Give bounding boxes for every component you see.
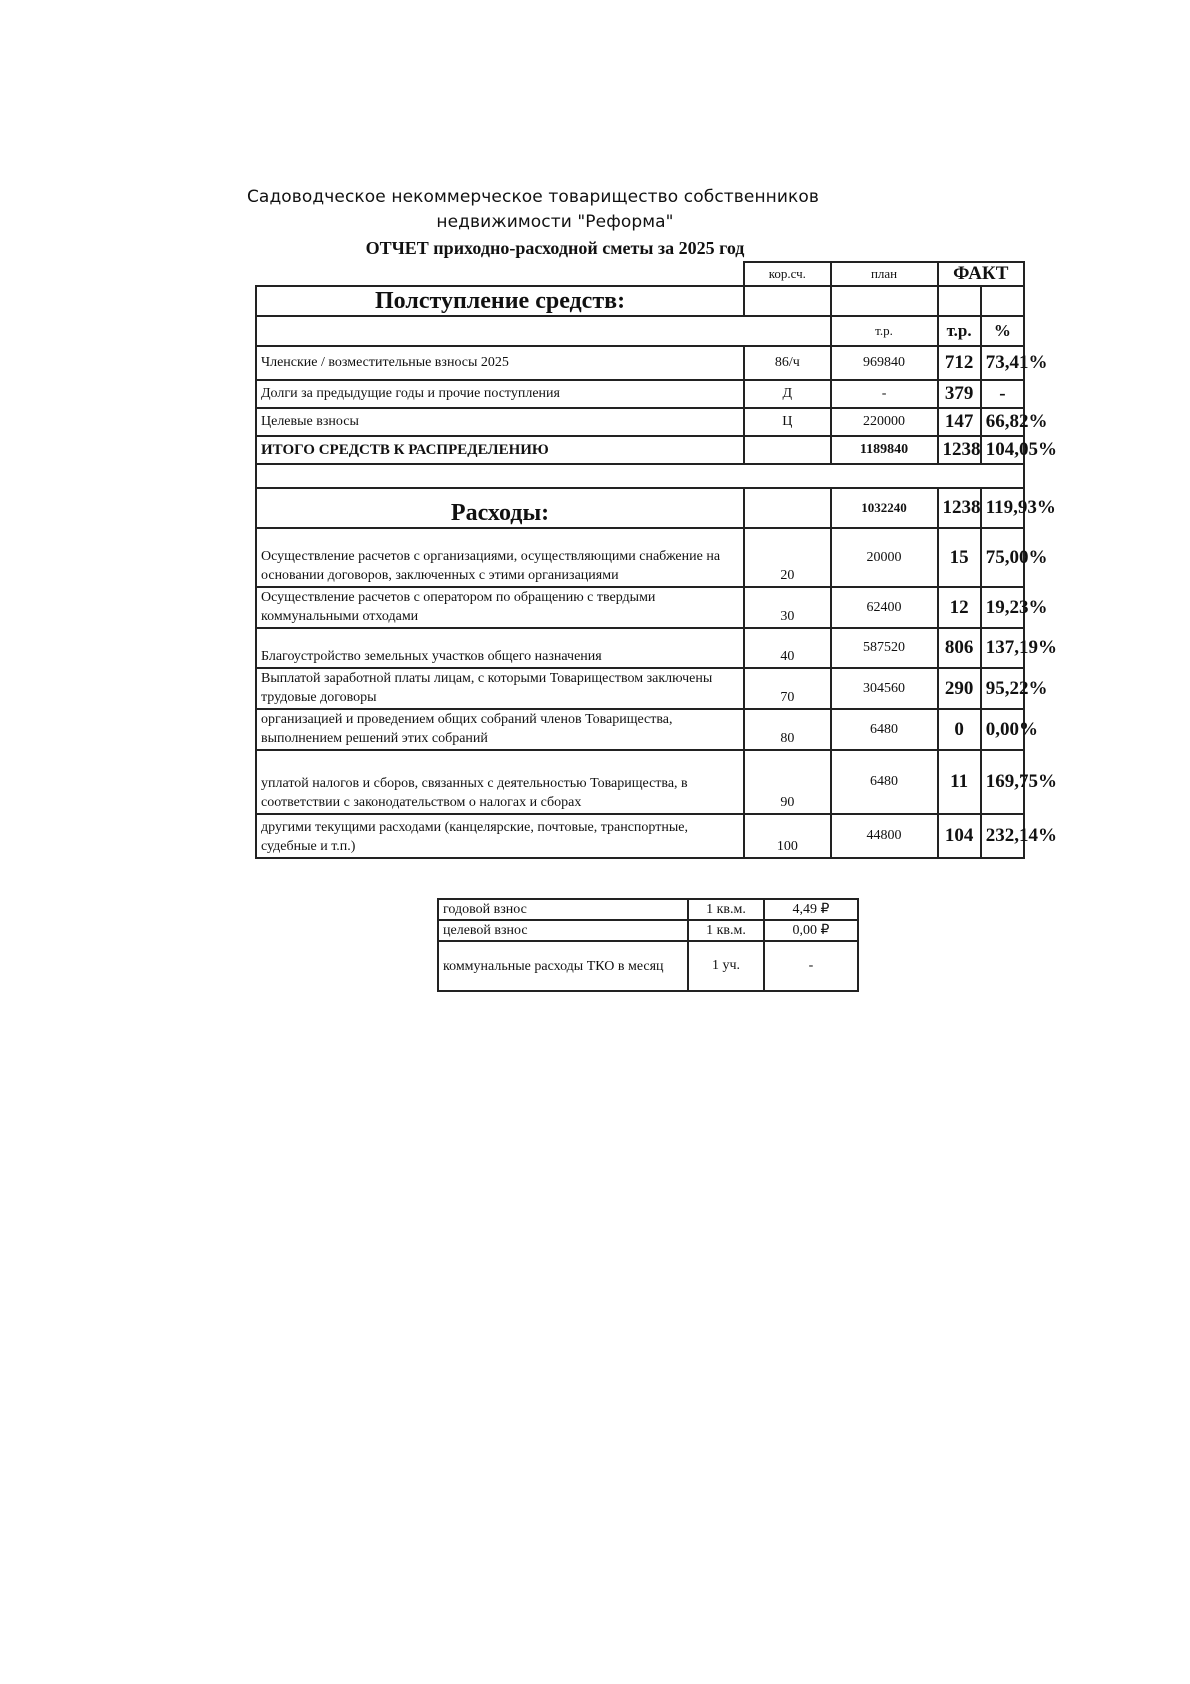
- expense-code: 80: [744, 709, 830, 750]
- expense-percent: 0,00%: [981, 709, 1024, 750]
- blank-cell: [744, 286, 830, 316]
- expense-plan: 62400: [831, 587, 938, 628]
- expense-row: [256, 750, 1024, 814]
- expense-code: 70: [744, 668, 830, 709]
- blank-cell: [981, 286, 1024, 316]
- header-row: [256, 262, 1024, 286]
- rate-value: -: [764, 941, 858, 991]
- expense-row: [256, 528, 1024, 587]
- expense-label: организацией и проведением общих собраний членов Товарищества, выполнением решений этих собраний: [256, 709, 744, 750]
- expense-percent: 95,22%: [981, 668, 1024, 709]
- rate-unit: 1 кв.м.: [688, 899, 764, 920]
- expenses-total-percent: 119,93%: [981, 488, 1024, 528]
- income-row: [256, 346, 1024, 380]
- income-total-fact: 1238: [938, 436, 981, 464]
- blank-cell: [744, 436, 830, 464]
- column-header-fact: ФАКТ: [938, 262, 1025, 286]
- percent-unit: %: [981, 316, 1024, 346]
- income-label: Долги за предыдущие годы и прочие поступления: [256, 380, 744, 408]
- income-total-label: ИТОГО СРЕДСТВ К РАСПРЕДЕЛЕНИЮ: [256, 436, 744, 464]
- blank-cell: [744, 488, 830, 528]
- expense-label: другими текущими расходами (канцелярские, почтовые, транспортные, судебные и т.п.): [256, 814, 744, 858]
- expense-fact: 104: [938, 814, 981, 858]
- blank-cell: [256, 316, 831, 346]
- expenses-total-plan: 1032240: [831, 488, 938, 528]
- expense-plan: 44800: [831, 814, 938, 858]
- blank-cell: [256, 464, 1024, 488]
- expense-row: [256, 814, 1024, 858]
- expense-row: [256, 709, 1024, 750]
- income-percent: -: [981, 380, 1024, 408]
- expense-percent: 137,19%: [981, 628, 1024, 668]
- expense-percent: 169,75%: [981, 750, 1024, 814]
- rate-label: целевой взнос: [438, 920, 688, 941]
- expense-plan: 587520: [831, 628, 938, 668]
- income-code: 86/ч: [744, 346, 830, 380]
- expense-fact: 806: [938, 628, 981, 668]
- expenses-total-fact: 1238: [938, 488, 981, 528]
- income-row: [256, 408, 1024, 436]
- expense-code: 90: [744, 750, 830, 814]
- column-header-kor: кор.сч.: [744, 262, 830, 286]
- expense-code: 100: [744, 814, 830, 858]
- rate-label: коммунальные расходы ТКО в месяц: [438, 941, 688, 991]
- expense-label: Выплатой заработной платы лицам, с которыми Товариществом заключены трудовые договоры: [256, 668, 744, 709]
- expense-code: 40: [744, 628, 830, 668]
- expense-fact: 0: [938, 709, 981, 750]
- expense-label: Осуществление расчетов с организациями, осуществляющими снабжение на основании договоров, заключенных с этими организациями: [256, 528, 744, 587]
- expense-row: [256, 668, 1024, 709]
- rate-row: [438, 920, 858, 941]
- income-percent: 66,82%: [981, 408, 1024, 436]
- plan-unit: т.р.: [831, 316, 938, 346]
- income-plan: -: [831, 380, 938, 408]
- fact-unit: т.р.: [938, 316, 981, 346]
- income-plan: 220000: [831, 408, 938, 436]
- income-total-percent: 104,05%: [981, 436, 1024, 464]
- blank-cell: [831, 286, 938, 316]
- budget-report-table: [255, 261, 1057, 859]
- blank-cell: [938, 286, 981, 316]
- expense-percent: 19,23%: [981, 587, 1024, 628]
- income-row: [256, 380, 1024, 408]
- rate-label: годовой взнос: [438, 899, 688, 920]
- expense-plan: 6480: [831, 750, 938, 814]
- rate-row: [438, 941, 858, 991]
- income-total-row: [256, 436, 1024, 464]
- rate-value: 0,00 ₽: [764, 920, 858, 941]
- expense-fact: 290: [938, 668, 981, 709]
- income-label: Целевые взносы: [256, 408, 744, 436]
- expense-plan: 20000: [831, 528, 938, 587]
- expense-label: Осуществление расчетов с оператором по обращению с твердыми коммунальными отходами: [256, 587, 744, 628]
- expense-plan: 304560: [831, 668, 938, 709]
- expense-code: 20: [744, 528, 830, 587]
- rate-unit: 1 кв.м.: [688, 920, 764, 941]
- expenses-section-title: Расходы:: [256, 488, 744, 528]
- income-title-row: [256, 286, 1024, 316]
- expenses-title-row: [256, 488, 1024, 528]
- rate-row: [438, 899, 858, 920]
- expense-label: Благоустройство земельных участков общего назначения: [256, 628, 744, 668]
- income-fact: 147: [938, 408, 981, 436]
- expense-code: 30: [744, 587, 830, 628]
- rates-table: [437, 898, 859, 992]
- expense-row: [256, 628, 1024, 668]
- income-label: Членские / возместительные взносы 2025: [256, 346, 744, 380]
- organization-name-line-1: Садоводческое некоммерческое товарищество собственников: [246, 187, 820, 207]
- organization-name-line-2: недвижимости "Реформа": [436, 212, 674, 232]
- header-blank: [256, 262, 744, 286]
- expense-plan: 6480: [831, 709, 938, 750]
- rate-value: 4,49 ₽: [764, 899, 858, 920]
- expense-fact: 11: [938, 750, 981, 814]
- expense-fact: 15: [938, 528, 981, 587]
- income-fact: 379: [938, 380, 981, 408]
- income-percent: 73,41%: [981, 346, 1024, 380]
- spacer-row: [256, 464, 1024, 488]
- rate-unit: 1 уч.: [688, 941, 764, 991]
- report-title: ОТЧЕТ приходно-расходной сметы за 2025 год: [365, 238, 745, 258]
- income-plan: 969840: [831, 346, 938, 380]
- income-code: Д: [744, 380, 830, 408]
- income-fact: 712: [938, 346, 981, 380]
- income-section-title: Полступление средств:: [256, 286, 744, 316]
- income-code: Ц: [744, 408, 830, 436]
- expense-fact: 12: [938, 587, 981, 628]
- expense-percent: 232,14%: [981, 814, 1024, 858]
- expense-row: [256, 587, 1024, 628]
- expense-label: уплатой налогов и сборов, связанных с деятельностью Товарищества, в соответствии с законодательством о налогах и сборах: [256, 750, 744, 814]
- column-header-plan: план: [831, 262, 938, 286]
- expense-percent: 75,00%: [981, 528, 1024, 587]
- income-total-plan: 1189840: [831, 436, 938, 464]
- units-row: [256, 316, 1024, 346]
